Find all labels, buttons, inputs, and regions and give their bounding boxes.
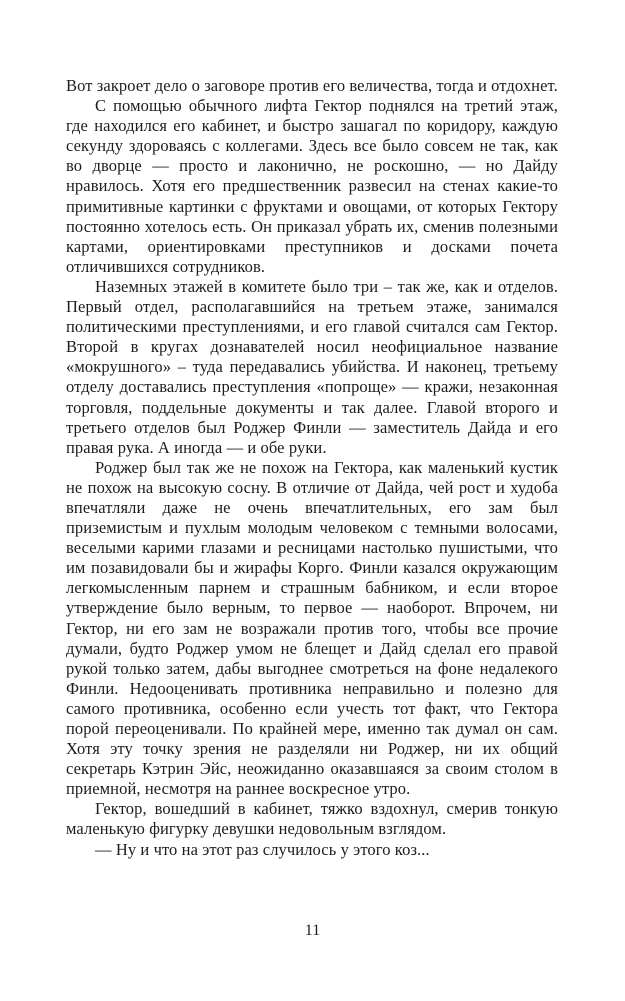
paragraph: Вот закроет дело о заговоре против его величества, тогда и отдохнет.	[66, 76, 558, 95]
paragraph: Наземных этажей в комитете было три – так же, как и отделов. Первый отдел, располагавшийся на третьем этаже, занимался политическими преступлениями, и его главой считался сам Гектор. Второй в кругах дознавателей носил неофициальное название «мокрушного» – туда передавались убийства. И наконец, третьему отделу доставались преступления «попроще» — кражи, незаконная торговля, поддельные документы и так далее. Главой второго и третьего отделов был Роджер Финли — заместитель Дайда и его правая рука. А иногда — и обе руки.	[66, 276, 558, 457]
paragraph: С помощью обычного лифта Гектор поднялся на третий этаж, где находился его кабинет, и быстро зашагал по коридору, каждую секунду здороваясь с коллегами. Здесь все было совсем не так, как во дворце — просто и лаконично, не роскошно, — но Дайду нравилось. Хотя его предшественник развесил на стенах какие-то примитивные картинки с фруктами и овощами, от которых Гектору постоянно хотелось есть. Он приказал убрать их, сменив полезными картами, ориентировками преступников и досками почета отличившихся сотрудников.	[66, 96, 558, 276]
paragraph: Гектор, вошедший в кабинет, тяжко вздохнул, смерив тонкую маленькую фигурку девушки недовольным взглядом.	[66, 799, 558, 839]
page-number: 11	[304, 922, 321, 939]
paragraph: Роджер был так же не похож на Гектора, как маленький кустик не похож на высокую сосну. В отличие от Дайда, чей рост и худоба впечатляли даже не очень впечатлительных, его зам был приземистым и пухлым молодым человеком с темными волосами, веселыми карими глазами и ресницами настолько пушистыми, что им позавидовали бы и жирафы Корго. Финли казался окружающим легкомысленным парнем и страшным бабником, и если второе утверждение было верным, то первое — наоборот. Впрочем, ни Гектор, ни его зам не возражали против того, чтобы все прочие думали, будто Роджер умом не блещет и Дайд сделал его правой рукой только затем, дабы выгоднее смотреться на фоне недалекого Финли. Недооценивать противника неправильно и полезно для самого противника, особенно если учесть тот факт, что Гектора порой переоценивали. По крайней мере, именно так думал он сам. Хотя эту точку зрения не разделяли ни Роджер, ни их общий секретарь Кэтрин Эйс, неожиданно оказавшаяся за своим столом в приемной, несмотря на раннее воскресное утро.	[66, 457, 558, 799]
text-block	[66, 76, 558, 860]
paragraph: — Ну и что на этот раз случилось у этого коз...	[95, 839, 430, 859]
